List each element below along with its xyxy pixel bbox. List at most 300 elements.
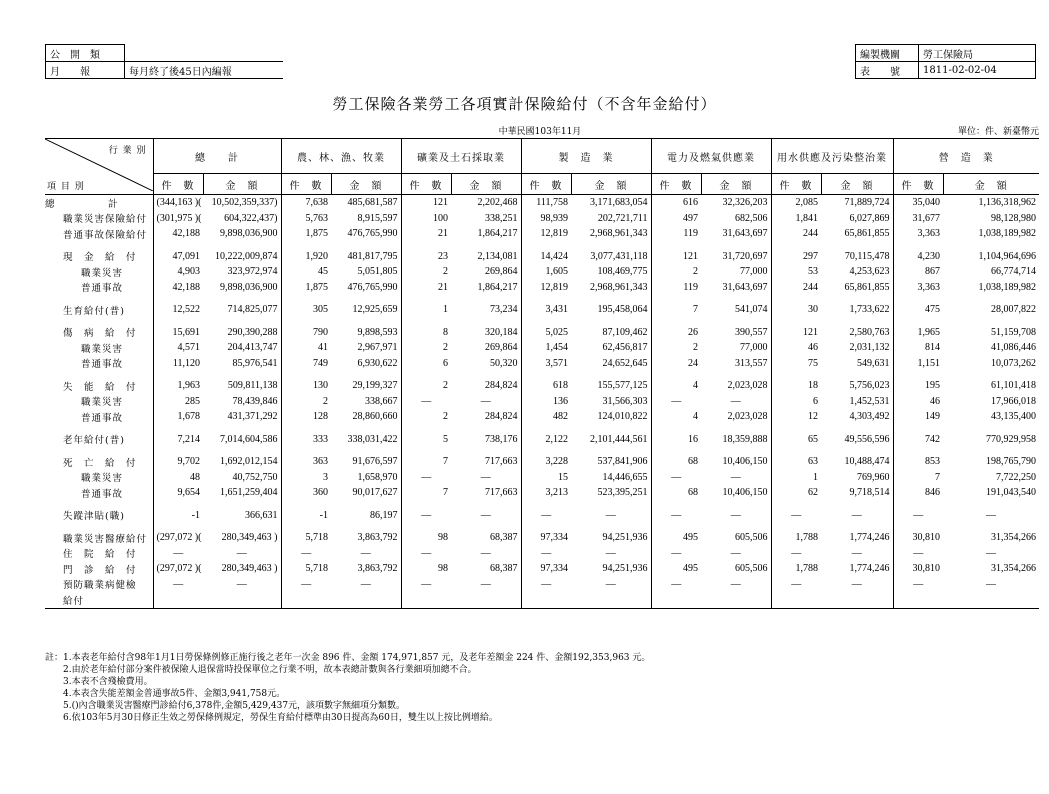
amount-cell: 10,073,262 <box>991 357 1036 369</box>
count-cell: — <box>401 546 451 562</box>
amount-cell: 31,354,266 <box>991 532 1036 544</box>
count-cell: 1,875 <box>281 280 331 296</box>
count-column-header: 件 數 <box>401 174 451 195</box>
report-period: 中華民國103年11月 <box>498 127 582 137</box>
count-cell: 100 <box>401 211 451 227</box>
spacer-cell <box>203 425 281 432</box>
amount-cell: 481,817,795 <box>347 250 398 262</box>
spacer-cell <box>45 371 153 378</box>
count-cell: 7,214 <box>153 432 203 448</box>
amount-cell: 9,718,514 <box>849 487 890 499</box>
count-cell: 98 <box>401 530 451 546</box>
spacer-cell <box>203 318 281 325</box>
count-cell: — <box>401 394 451 410</box>
table-row <box>45 470 1039 486</box>
count-cell: — <box>651 470 701 486</box>
benefits-table <box>45 138 1039 609</box>
spacer-row <box>45 523 1039 530</box>
amount-cell: 2,023,028 <box>727 380 768 392</box>
corner-cell <box>45 139 153 195</box>
amount-cell: 195,458,064 <box>597 304 648 316</box>
spacer-cell <box>893 318 943 325</box>
spacer-cell <box>45 295 153 302</box>
count-cell: 4,230 <box>893 249 943 265</box>
count-column-header: 件 數 <box>893 174 943 195</box>
count-cell: 1,963 <box>153 378 203 394</box>
count-cell: 7 <box>651 302 701 318</box>
amount-cell: 6,027,869 <box>849 212 890 224</box>
spacer-cell <box>651 425 701 432</box>
count-cell: 42,188 <box>153 226 203 242</box>
spacer-cell <box>451 523 521 530</box>
spacer-cell <box>45 523 153 530</box>
spacer-row <box>45 425 1039 432</box>
amount-cell <box>571 592 651 608</box>
count-cell: 5 <box>401 432 451 448</box>
count-cell: 1 <box>771 470 821 486</box>
spacer-cell <box>281 425 331 432</box>
spacer-cell <box>701 425 771 432</box>
spacer-cell <box>571 447 651 454</box>
amount-cell: 2,202,468 <box>477 197 518 209</box>
amount-cell: 714,825,077 <box>227 304 278 316</box>
spacer-cell <box>451 447 521 454</box>
amount-cell: 313,557 <box>735 357 768 369</box>
amount-cell: 29,199,327 <box>352 380 398 392</box>
spacer-cell <box>451 371 521 378</box>
amount-column-header: 金 額 <box>821 174 893 195</box>
spacer-row <box>45 501 1039 508</box>
amount-cell: 28,007,822 <box>991 304 1036 316</box>
amount-cell: 90,017,627 <box>352 487 398 499</box>
amount-cell: 77,000 <box>740 342 768 354</box>
header-right-value-2: 1811-02-02-04 <box>919 62 1036 79</box>
count-cell: 1,965 <box>893 325 943 341</box>
spacer-cell <box>701 242 771 249</box>
spacer-cell <box>331 242 401 249</box>
count-cell: (297,072 )( <box>153 561 203 577</box>
amount-cell: 10,502,359,337) <box>211 197 278 209</box>
row-label: 職業災害 <box>81 397 124 409</box>
spacer-cell <box>45 447 153 454</box>
row-label: 普通事故 <box>81 412 124 424</box>
row-label: 失蹤津貼(職) <box>63 511 125 523</box>
count-column-header: 件 數 <box>281 174 331 195</box>
industry-header: 電力及燃氣供應業 <box>651 139 771 174</box>
amount-cell: 70,115,478 <box>844 250 890 262</box>
spacer-cell <box>203 371 281 378</box>
spacer-cell <box>45 242 153 249</box>
amount-cell: 124,010,822 <box>597 411 648 423</box>
table-row <box>45 340 1039 356</box>
spacer-cell <box>771 447 821 454</box>
count-cell: — <box>401 508 451 524</box>
count-cell: — <box>651 508 701 524</box>
amount-cell: 49,556,596 <box>844 433 890 445</box>
amount-cell: 41,086,446 <box>991 342 1036 354</box>
amount-cell: — <box>605 547 616 559</box>
amount-cell <box>701 592 771 608</box>
amount-cell: 9,898,593 <box>357 326 398 338</box>
count-cell: 48 <box>153 470 203 486</box>
count-cell: — <box>771 546 821 562</box>
count-cell: 195 <box>893 378 943 394</box>
spacer-cell <box>651 447 701 454</box>
count-cell: — <box>521 577 571 593</box>
industry-header: 用水供應及污染整治業 <box>771 139 893 174</box>
table-row <box>45 264 1039 280</box>
spacer-cell <box>821 295 893 302</box>
count-cell: 21 <box>401 280 451 296</box>
count-cell: — <box>281 546 331 562</box>
row-label: 門 診 給 付 <box>63 564 137 576</box>
amount-column-header: 金 額 <box>203 174 281 195</box>
amount-column-header: 金 額 <box>571 174 651 195</box>
amount-cell: 9,898,036,900 <box>220 228 278 240</box>
count-cell: 7 <box>893 470 943 486</box>
count-cell: (297,072 )( <box>153 530 203 546</box>
amount-cell: 280,349,463 ) <box>221 532 278 544</box>
amount-cell: 541,074 <box>735 304 768 316</box>
count-cell: 2,122 <box>521 432 571 448</box>
spacer-cell <box>893 295 943 302</box>
count-cell: — <box>771 577 821 593</box>
count-cell: 14,424 <box>521 249 571 265</box>
amount-cell: 31,354,266 <box>991 563 1036 575</box>
count-cell: 16 <box>651 432 701 448</box>
spacer-cell <box>281 242 331 249</box>
spacer-cell <box>893 447 943 454</box>
header-left-value-1 <box>125 45 284 62</box>
count-cell: 244 <box>771 226 821 242</box>
spacer-cell <box>521 523 571 530</box>
count-cell: 2 <box>651 264 701 280</box>
table-row <box>45 577 1039 593</box>
footnote: 5.()內含職業災害醫療門診給付6,378件,金額5,429,437元，該項數字無細項分類數。 <box>45 701 406 711</box>
amount-cell: 91,676,597 <box>352 456 398 468</box>
spacer-cell <box>153 295 203 302</box>
count-cell: 30 <box>771 302 821 318</box>
amount-cell: 476,765,990 <box>347 281 398 293</box>
count-cell: 7 <box>401 485 451 501</box>
count-cell: 53 <box>771 264 821 280</box>
spacer-cell <box>943 501 1039 508</box>
spacer-cell <box>331 318 401 325</box>
count-cell: 475 <box>893 302 943 318</box>
count-cell: 46 <box>771 340 821 356</box>
spacer-cell <box>943 295 1039 302</box>
spacer-cell <box>401 501 451 508</box>
amount-cell: 10,406,150 <box>722 456 768 468</box>
amount-cell: 390,557 <box>735 326 768 338</box>
row-label: 死 亡 給 付 <box>63 457 137 469</box>
spacer-cell <box>451 318 521 325</box>
spacer-cell <box>701 501 771 508</box>
spacer-cell <box>401 295 451 302</box>
row-label: 住 院 給 付 <box>63 549 137 561</box>
amount-cell: 717,663 <box>485 487 518 499</box>
spacer-cell <box>821 371 893 378</box>
amount-cell: 549,631 <box>857 357 890 369</box>
amount-cell: 40,752,750 <box>232 471 278 483</box>
table-row <box>45 546 1039 562</box>
count-cell: 749 <box>281 356 331 372</box>
table-row <box>45 561 1039 577</box>
count-column-header: 件 數 <box>153 174 203 195</box>
count-cell: 2 <box>651 340 701 356</box>
amount-cell: 269,864 <box>485 266 518 278</box>
count-cell: 1,678 <box>153 409 203 425</box>
amount-cell: 1,864,217 <box>477 281 518 293</box>
count-cell: 98,939 <box>521 211 571 227</box>
count-cell: 3,228 <box>521 454 571 470</box>
amount-cell: 68,387 <box>490 532 518 544</box>
amount-cell: — <box>360 578 371 590</box>
count-cell: 1,788 <box>771 561 821 577</box>
count-cell: 5,718 <box>281 530 331 546</box>
count-cell: 4,571 <box>153 340 203 356</box>
count-cell: 285 <box>153 394 203 410</box>
amount-cell <box>943 592 1039 608</box>
amount-cell: — <box>480 547 491 559</box>
spacer-cell <box>401 425 451 432</box>
amount-cell: — <box>851 578 862 590</box>
amount-cell: 18,359,888 <box>722 433 768 445</box>
amount-cell: — <box>480 578 491 590</box>
amount-cell: 98,128,980 <box>991 212 1036 224</box>
count-cell: 305 <box>281 302 331 318</box>
count-cell: 42,188 <box>153 280 203 296</box>
row-label: 職業災害 <box>81 343 124 355</box>
row-label: 普通事故 <box>81 488 124 500</box>
industry-header: 營 造 業 <box>893 139 1039 174</box>
count-cell: 30,810 <box>893 561 943 577</box>
count-cell: 119 <box>651 280 701 296</box>
count-cell: 867 <box>893 264 943 280</box>
amount-cell: 2,580,763 <box>849 326 890 338</box>
spacer-cell <box>331 425 401 432</box>
count-cell: 12,819 <box>521 226 571 242</box>
count-cell: 65 <box>771 432 821 448</box>
amount-cell: 738,176 <box>485 433 518 445</box>
row-label: 傷 病 給 付 <box>63 328 137 340</box>
amount-cell: 24,652,645 <box>602 357 648 369</box>
spacer-cell <box>571 425 651 432</box>
amount-cell: 50,320 <box>490 357 518 369</box>
spacer-cell <box>821 523 893 530</box>
header-right-label-2: 表 號 <box>856 62 919 79</box>
spacer-cell <box>701 523 771 530</box>
amount-cell: — <box>605 578 616 590</box>
spacer-cell <box>651 501 701 508</box>
amount-cell: 1,038,189,982 <box>978 281 1036 293</box>
spacer-cell <box>153 425 203 432</box>
count-cell: 45 <box>281 264 331 280</box>
spacer-cell <box>521 425 571 432</box>
amount-cell: — <box>236 547 247 559</box>
unit-label: 單位：件、新臺幣元 <box>957 127 1039 137</box>
spacer-cell <box>651 318 701 325</box>
footnote: 2.由於老年給付部分案件被保險人退保當時投保單位之行業不明，故本表總計數與各行業細項加總不合。 <box>45 665 477 675</box>
count-cell: 26 <box>651 325 701 341</box>
spacer-cell <box>45 501 153 508</box>
amount-cell: — <box>986 578 996 590</box>
spacer-cell <box>571 242 651 249</box>
count-cell: 98 <box>401 561 451 577</box>
spacer-cell <box>153 501 203 508</box>
amount-cell: 269,864 <box>485 342 518 354</box>
spacer-cell <box>571 371 651 378</box>
amount-cell: — <box>851 547 862 559</box>
footnote: 4.本表含失能差額金普通事故5件、金額3,941,758元。 <box>45 689 286 699</box>
industry-header: 製 造 業 <box>521 139 651 174</box>
row-label: 職業災害 <box>81 267 124 279</box>
amount-cell: 2,031,132 <box>849 342 890 354</box>
industry-header: 農、林、漁、牧業 <box>281 139 401 174</box>
count-cell: 742 <box>893 432 943 448</box>
spacer-cell <box>943 523 1039 530</box>
amount-cell: — <box>236 578 247 590</box>
row-label: 職業災害 <box>81 473 124 485</box>
count-cell: 297 <box>771 249 821 265</box>
spacer-cell <box>571 318 651 325</box>
amount-cell: 2,968,961,343 <box>590 281 648 293</box>
count-cell: 5,718 <box>281 561 331 577</box>
amount-cell: 31,643,697 <box>722 228 768 240</box>
header-left-table <box>45 44 283 79</box>
spacer-cell <box>771 425 821 432</box>
count-cell: 3,431 <box>521 302 571 318</box>
amount-cell: 12,925,659 <box>352 304 398 316</box>
amount-cell: 431,371,292 <box>227 411 278 423</box>
amount-cell <box>331 592 401 608</box>
count-cell: 4 <box>651 378 701 394</box>
amount-cell: 7,014,604,586 <box>220 433 278 445</box>
amount-cell: 31,720,697 <box>722 250 768 262</box>
spacer-cell <box>281 501 331 508</box>
spacer-cell <box>401 318 451 325</box>
amount-cell: 6,930,622 <box>357 357 398 369</box>
spacer-cell <box>771 318 821 325</box>
footnotes <box>45 652 650 724</box>
amount-cell: 85,976,541 <box>232 357 278 369</box>
amount-cell: — <box>730 547 741 559</box>
count-cell: 6 <box>401 356 451 372</box>
table-row <box>45 325 1039 341</box>
spacer-cell <box>281 371 331 378</box>
spacer-cell <box>521 242 571 249</box>
spacer-cell <box>821 318 893 325</box>
amount-cell: 604,322,437) <box>224 212 278 224</box>
amount-cell: 1,452,531 <box>849 395 890 407</box>
amount-cell: 537,841,906 <box>597 456 648 468</box>
count-cell: 2 <box>401 409 451 425</box>
count-cell: 618 <box>521 378 571 394</box>
amount-cell: 62,456,817 <box>602 342 648 354</box>
table-row <box>45 592 1039 608</box>
spacer-cell <box>331 371 401 378</box>
spacer-cell <box>521 501 571 508</box>
count-cell: 7,638 <box>281 195 331 211</box>
amount-cell: 1,658,970 <box>357 471 398 483</box>
count-cell <box>153 592 203 608</box>
count-cell: 1,788 <box>771 530 821 546</box>
row-label: 普通事故 <box>81 359 124 371</box>
amount-cell: 476,765,990 <box>347 228 398 240</box>
count-cell: 2 <box>401 340 451 356</box>
count-cell: 63 <box>771 454 821 470</box>
amount-cell: 9,898,036,900 <box>220 281 278 293</box>
row-label: 預防職業病健檢 <box>63 580 137 592</box>
spacer-cell <box>571 295 651 302</box>
spacer-cell <box>651 523 701 530</box>
spacer-cell <box>45 318 153 325</box>
amount-cell: 68,387 <box>490 563 518 575</box>
amount-cell: — <box>730 578 741 590</box>
count-cell: — <box>651 577 701 593</box>
header-left-value-2: 每月終了後45日內編報 <box>125 62 284 79</box>
count-cell: 119 <box>651 226 701 242</box>
amount-cell: 78,439,846 <box>232 395 278 407</box>
count-cell: 1,841 <box>771 211 821 227</box>
spacer-cell <box>821 501 893 508</box>
count-cell: — <box>401 577 451 593</box>
count-column-header: 件 數 <box>771 174 821 195</box>
spacer-cell <box>651 371 701 378</box>
amount-cell: 94,251,936 <box>602 563 648 575</box>
header-left-label-1: 公 開 類 <box>46 45 125 62</box>
spacer-cell <box>821 242 893 249</box>
amount-cell: 509,811,138 <box>227 380 278 392</box>
spacer-cell <box>821 425 893 432</box>
spacer-cell <box>281 447 331 454</box>
count-cell: 9,654 <box>153 485 203 501</box>
amount-cell: 3,077,431,118 <box>590 250 648 262</box>
spacer-cell <box>701 447 771 454</box>
amount-cell: 1,104,964,696 <box>978 250 1036 262</box>
amount-cell <box>203 592 281 608</box>
table-row <box>45 280 1039 296</box>
count-cell: 360 <box>281 485 331 501</box>
count-cell: 30,810 <box>893 530 943 546</box>
amount-cell: 1,692,012,154 <box>220 456 278 468</box>
table-row <box>45 226 1039 242</box>
spacer-cell <box>401 523 451 530</box>
amount-cell: — <box>480 509 491 521</box>
count-cell: 11,120 <box>153 356 203 372</box>
spacer-cell <box>521 447 571 454</box>
amount-cell: 284,824 <box>485 380 518 392</box>
count-cell: 5,763 <box>281 211 331 227</box>
spacer-row <box>45 295 1039 302</box>
spacer-cell <box>943 447 1039 454</box>
count-cell: 23 <box>401 249 451 265</box>
count-column-header: 件 數 <box>521 174 571 195</box>
amount-cell: 3,863,792 <box>357 563 398 575</box>
spacer-cell <box>893 523 943 530</box>
amount-cell: 523,395,251 <box>597 487 648 499</box>
row-label: 普通事故保險給付 <box>63 229 148 241</box>
spacer-cell <box>451 501 521 508</box>
table-row <box>45 454 1039 470</box>
amount-cell: — <box>480 395 491 407</box>
count-cell: 1 <box>401 302 451 318</box>
amount-column-header: 金 額 <box>701 174 771 195</box>
footnote: 6.依103年5月30日修正生效之勞保條例規定，勞保生育給付標準由30日提高為60日，雙生以上按比例增給。 <box>45 713 498 723</box>
count-cell: 75 <box>771 356 821 372</box>
count-cell: 9,702 <box>153 454 203 470</box>
spacer-cell <box>701 371 771 378</box>
